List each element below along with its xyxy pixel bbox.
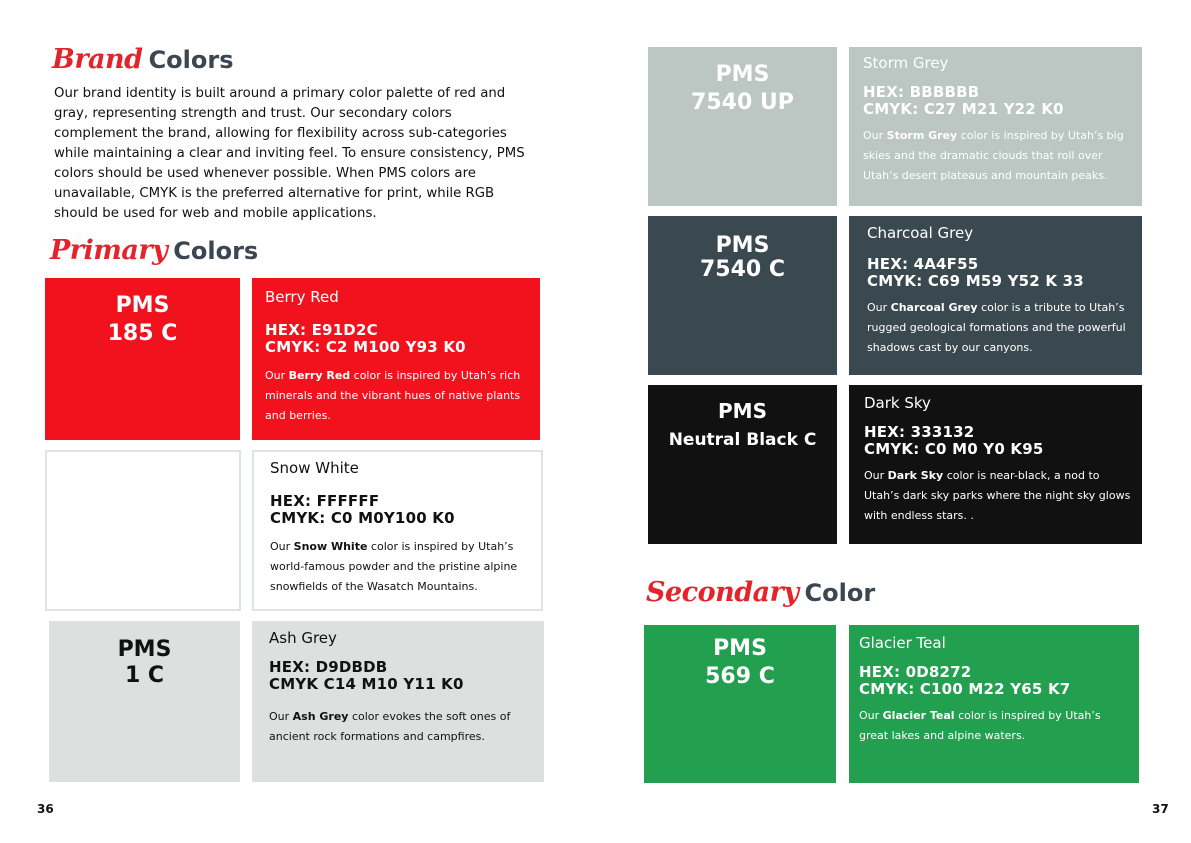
color-name: Storm Grey — [863, 54, 949, 72]
cmyk-value: CMYK: C0 M0 Y0 K95 — [864, 440, 1044, 458]
pms-label: PMS — [715, 233, 770, 258]
brand-colors-heading — [52, 44, 234, 75]
color-name: Charcoal Grey — [867, 224, 974, 242]
pms-label: PMS — [718, 399, 767, 423]
cmyk-value: CMYK: C2 M100 Y93 K0 — [265, 338, 466, 356]
glacier-teal-info — [859, 634, 1129, 746]
cmyk-value: CMYK: C69 M59 Y52 K 33 — [867, 272, 1084, 290]
dark-sky-pms-swatch — [648, 385, 837, 544]
pms-label: PMS — [117, 637, 172, 662]
brand-heading-script: Brand — [52, 44, 143, 75]
color-description: Our Ash Grey color evokes the soft ones of ancient rock formations and campfires. — [269, 710, 511, 743]
berry-red-pms-swatch — [45, 278, 240, 440]
color-description: Our Charcoal Grey color is a tribute to Utah’s rugged geological formations and the powerful shadows cast by our canyons. — [867, 301, 1126, 354]
cmyk-value: CMYK: C27 M21 Y22 K0 — [863, 100, 1064, 118]
pms-label: PMS — [115, 293, 170, 318]
color-name: Ash Grey — [269, 629, 337, 647]
hex-value: HEX: D9DBDB — [269, 658, 388, 676]
pms-code: 1 C — [124, 663, 165, 688]
dark-sky-info — [864, 394, 1134, 526]
intro-paragraph: Our brand identity is built around a primary color palette of red and gray, representing strength and trust. Our secondary colors complement the brand, allowing for flexibility across sub-categories while maintaining a clear and inviting feel. To ensure consistency, PMS colors should be used whenever possible. When PMS colors are unavailable, CMYK is the preferred alternative for print, while RGB should be used for web and mobile applications. — [54, 86, 525, 221]
pms-code: 7540 C — [699, 257, 786, 282]
pms-code: 569 C — [705, 664, 775, 689]
color-name: Berry Red — [265, 288, 339, 306]
color-description: Our Berry Red color is inspired by Utah’s rich minerals and the vibrant hues of native plants and berries. — [265, 369, 521, 422]
brand-heading-plain: Colors — [148, 46, 234, 74]
color-description: Our Dark Sky color is near-black, a nod to Utah’s dark sky parks where the night sky glows with endless stars. . — [864, 469, 1131, 522]
color-description: Our Snow White color is inspired by Utah’s world-famous powder and the pristine alpine snowfields of the Wasatch Mountains. — [270, 540, 518, 593]
color-description: Our Glacier Teal color is inspired by Utah’s great lakes and alpine waters. — [859, 709, 1101, 742]
storm-grey-pms-swatch — [648, 47, 837, 206]
glacier-teal-pms-swatch — [644, 625, 836, 783]
page-number-left: 36 — [37, 802, 54, 816]
hex-value: HEX: 0D8272 — [859, 663, 972, 681]
charcoal-grey-pms-swatch — [648, 216, 837, 375]
color-name: Dark Sky — [864, 394, 931, 412]
hex-value: HEX: FFFFFF — [270, 492, 380, 510]
color-name: Glacier Teal — [859, 634, 946, 652]
secondary-heading-script: Secondary — [646, 577, 799, 608]
color-name: Snow White — [270, 459, 359, 477]
color-description: Our Storm Grey color is inspired by Utah’s big skies and the dramatic clouds that roll over Utah’s desert plateaus and mountain peaks. — [863, 129, 1124, 182]
snow-white-info — [270, 459, 532, 597]
primary-colors-heading — [50, 235, 258, 266]
pms-label: PMS — [715, 62, 770, 87]
secondary-color-heading — [646, 577, 875, 608]
pms-code: 7540 UP — [691, 90, 794, 115]
page-number-right: 37 — [1152, 802, 1169, 816]
pms-code: Neutral Black C — [668, 430, 817, 450]
hex-value: HEX: 4A4F55 — [867, 255, 979, 273]
hex-value: HEX: BBBBBB — [863, 83, 980, 101]
berry-red-info — [265, 288, 535, 426]
pms-label: PMS — [713, 636, 767, 661]
cmyk-value: CMYK: C0 M0Y100 K0 — [270, 509, 455, 527]
ash-grey-info — [269, 629, 531, 747]
pms-code: 185 C — [107, 321, 178, 346]
charcoal-grey-info — [867, 224, 1133, 358]
secondary-heading-plain: Color — [804, 579, 876, 607]
hex-value: HEX: 333132 — [864, 423, 975, 441]
ash-grey-pms-swatch — [49, 621, 240, 782]
snow-white-pms-swatch — [45, 450, 241, 611]
primary-heading-plain: Colors — [173, 237, 259, 265]
storm-grey-info — [863, 54, 1133, 186]
cmyk-value: CMYK: C100 M22 Y65 K7 — [859, 680, 1071, 698]
cmyk-value: CMYK C14 M10 Y11 K0 — [269, 675, 464, 693]
hex-value: HEX: E91D2C — [265, 321, 378, 339]
primary-heading-script: Primary — [50, 235, 168, 266]
